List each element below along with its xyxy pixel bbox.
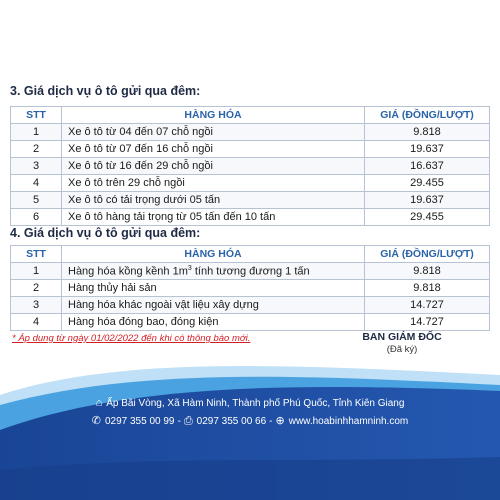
cell-price: 9.818 (365, 124, 490, 141)
header-stt: STT (11, 107, 62, 124)
cell-goods: Xe ô tô từ 04 đến 07 chỗ ngồi (62, 124, 365, 141)
footer-fax: 0297 355 00 66 (196, 416, 267, 427)
table-row (11, 192, 490, 209)
cell-price: 19.637 (365, 192, 490, 209)
cell-goods: Xe ô tô có tải trọng dưới 05 tấn (62, 192, 365, 209)
home-icon: ⌂ (95, 397, 103, 409)
table-row (11, 297, 490, 314)
footer-phone: 0297 355 00 99 (104, 416, 175, 427)
cell-stt: 3 (11, 158, 62, 175)
header-price: GIÁ (ĐỒNG/LƯỢT) (365, 246, 490, 263)
footer-address: Ấp Bãi Vòng, Xã Hàm Ninh, Thành phố Phú Quốc, Tỉnh Kiên Giang (106, 398, 405, 409)
globe-icon: ⊕ (275, 415, 285, 427)
cell-stt: 4 (11, 314, 62, 331)
cell-stt: 2 (11, 141, 62, 158)
cell-goods: Hàng hóa đóng bao, đóng kiện (62, 314, 365, 331)
cell-goods: Xe ô tô từ 07 đến 16 chỗ ngồi (62, 141, 365, 158)
cell-price: 16.637 (365, 158, 490, 175)
cell-stt: 1 (11, 124, 62, 141)
signed-label: (Đã ký) (386, 344, 418, 355)
footer-website[interactable]: www.hoabinhhamninh.com (288, 416, 409, 427)
goods-text-start: Hàng hóa kồng kềnh 1m (68, 265, 188, 278)
phone-icon: ✆ (91, 415, 101, 427)
header-stt: STT (11, 246, 62, 263)
section-3-table (10, 106, 490, 226)
separator: - (177, 416, 181, 427)
table-row (11, 158, 490, 175)
table-row (11, 141, 490, 158)
cell-goods: Xe ô tô từ 16 đến 29 chỗ ngồi (62, 158, 365, 175)
table-row (11, 124, 490, 141)
footer-banner (0, 355, 500, 500)
section-4-title: 4. Giá dịch vụ ô tô gửi qua đêm: (10, 226, 201, 240)
table-row (11, 209, 490, 226)
cell-price: 14.727 (365, 297, 490, 314)
cell-stt: 5 (11, 192, 62, 209)
cell-goods: Xe ô tô trên 29 chỗ ngồi (62, 175, 365, 192)
header-goods: HÀNG HÓA (62, 246, 365, 263)
cell-price: 29.455 (365, 175, 490, 192)
separator: - (269, 416, 273, 427)
footer-address-line (0, 397, 500, 409)
table-header-row (11, 246, 490, 263)
header-price: GIÁ (ĐỒNG/LƯỢT) (365, 107, 490, 124)
cell-price: 9.818 (365, 263, 490, 280)
cell-goods (62, 263, 365, 280)
cell-stt: 2 (11, 280, 62, 297)
cell-price: 19.637 (365, 141, 490, 158)
fax-icon: ⎙ (183, 415, 193, 427)
cell-stt: 1 (11, 263, 62, 280)
cell-price: 14.727 (365, 314, 490, 331)
director-title: BAN GIÁM ĐỐC (362, 331, 442, 343)
table-row (11, 314, 490, 331)
table-row (11, 175, 490, 192)
header-goods: HÀNG HÓA (62, 107, 365, 124)
section-3-title: 3. Giá dịch vụ ô tô gửi qua đêm: (10, 84, 201, 98)
cell-price: 9.818 (365, 280, 490, 297)
goods-text-end: tính tương đương 1 tấn (191, 265, 310, 278)
director-signature-block (350, 331, 454, 355)
superscript-cubic: 3 (187, 264, 192, 272)
table-row (11, 280, 490, 297)
effective-date-note: * Áp dụng từ ngày 01/02/2022 đến khi có thông báo mới. (12, 333, 251, 344)
cell-goods: Xe ô tô hàng tải trọng từ 05 tấn đến 10 tấn (62, 209, 365, 226)
cell-goods: Hàng hóa khác ngoài vật liệu xây dựng (62, 297, 365, 314)
cell-goods: Hàng thủy hải sản (62, 280, 365, 297)
table-row (11, 263, 490, 280)
cell-stt: 4 (11, 175, 62, 192)
table-header-row (11, 107, 490, 124)
cell-stt: 3 (11, 297, 62, 314)
section-4-table (10, 245, 490, 331)
cell-price: 29.455 (365, 209, 490, 226)
cell-stt: 6 (11, 209, 62, 226)
footer-contact-line (0, 414, 500, 428)
